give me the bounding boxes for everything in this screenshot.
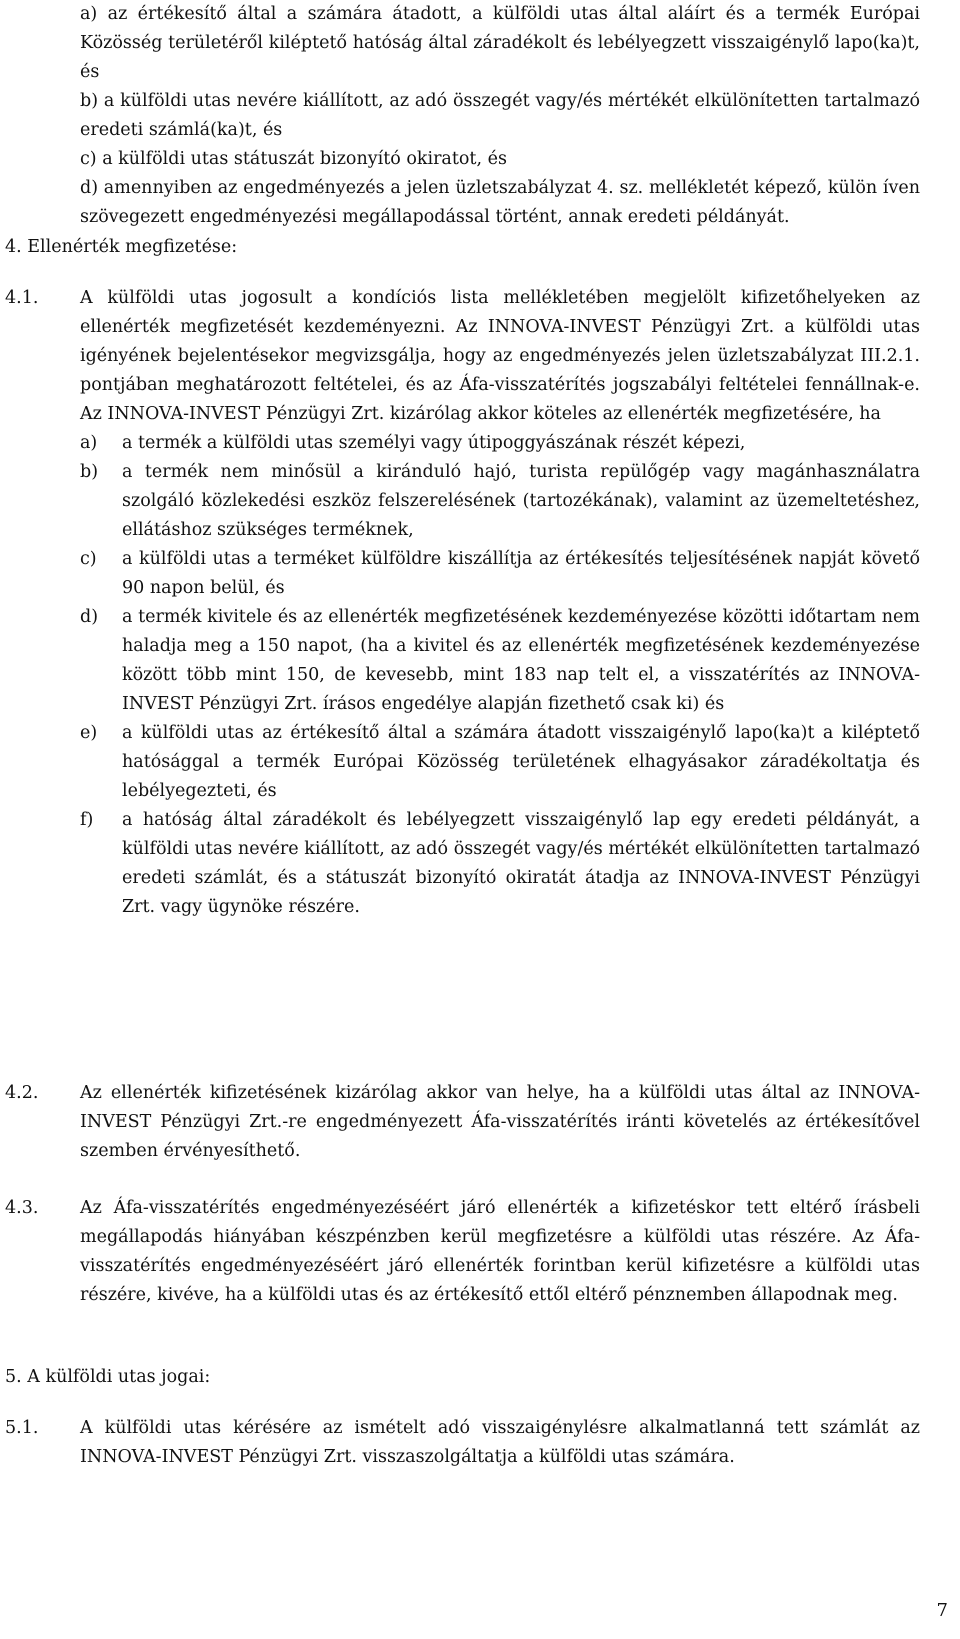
intro-item-d: d) amennyiben az engedményezés a jelen üzletszabályzat 4. sz. mellékletét képező, külön íven szövegezett engedményezési megállapodással történt, annak eredeti példányát. (80, 178, 920, 227)
section-5-heading: 5. A külföldi utas jogai: (5, 1367, 211, 1387)
intro-item-b: b) a külföldi utas nevére kiállított, az adó összegét vagy/és mértékét elkülönítetten tartalmazó eredeti számlá(ka)t, és (80, 91, 920, 140)
section-number: 4.2. (5, 1083, 39, 1103)
section-number: 4.3. (5, 1198, 39, 1218)
section-5-1-text: A külföldi utas kérésére az ismételt adó visszaigénylésre alkalmatlanná tett számlát az INNOVA-INVEST Pénzügyi Zrt. visszaszolgáltatja a külföldi utas számára. (80, 1418, 920, 1467)
page-number: 7 (936, 1600, 948, 1621)
intro-item-a: a) az értékesítő által a számára átadott, a külföldi utas által aláírt és a termék Európai Közösség területéről kiléptető hatóság által záradékolt és lebélyegzett visszaigénylő lapo(ka)t, és (80, 4, 920, 82)
section-number: 5.1. (5, 1418, 39, 1438)
conditions-list (80, 429, 920, 922)
section-4-2 (5, 1079, 920, 1166)
section-4-heading: 4. Ellenérték megfizetése: (5, 237, 238, 257)
condition-item: f) a hatóság által záradékolt és lebélyegzett visszaigénylő lap egy eredeti példányát, a külföldi utas nevére kiállított, az adó összegét vagy/és mértékét elkülönítetten tartalmazó eredeti számlát, és a státuszát bizonyító okiratát átadja az INNOVA-INVEST Pénzügyi Zrt. vagy ügynöke részére. (80, 810, 920, 917)
condition-item: c) a külföldi utas a terméket külföldre kiszállítja az értékesítés teljesítésének napját követő 90 napon belül, és (80, 549, 920, 598)
condition-item: e) a külföldi utas az értékesítő által a számára átadott visszaigénylő lapo(ka)t a kiléptető hatósággal a termék Európai Közösség területének elhagyásakor záradékoltatja és lebélyegezteti, és (80, 723, 920, 801)
condition-item: a) a termék a külföldi utas személyi vagy útipoggyászának részét képezi, (80, 433, 746, 453)
section-4-3 (5, 1194, 920, 1310)
section-4-3-text: Az Áfa-visszatérítés engedményezéséért járó ellenérték a kifizetéskor tett eltérő írásbeli megállapodás hiányában készpénzben kerül megfizetésre a külföldi utas részére. Az Áfa-visszatérítés engedményezéséért járó ellenérték forintban kerül kifizetésre a külföldi utas részére, kivéve, ha a külföldi utas és az értékesítő ettől eltérő pénznemben állapodnak meg. (80, 1198, 920, 1305)
section-4-2-text: Az ellenérték kifizetésének kizárólag akkor van helye, ha a külföldi utas által az INNOVA-INVEST Pénzügyi Zrt.-re engedményezett Áfa-visszatérítés iránti követelés az értékesítővel szemben érvényesíthető. (80, 1083, 920, 1161)
section-5-1 (5, 1414, 920, 1472)
condition-item: b) a termék nem minősül a kiránduló hajó, turista repülőgép vagy magánhasználatra szolgáló közlekedési eszköz felszerelésének (tartozékának), valamint az üzemeltetéshez, ellátáshoz szükséges terméknek, (80, 462, 920, 540)
condition-item: d) a termék kivitele és az ellenérték megfizetésének kezdeményezése közötti időtartam nem haladja meg a 150 napot, (ha a kivitel és az ellenérték megfizetésének kezdeményezése között több mint 150, de kevesebb, mint 183 nap telt el, a visszatérítés az INNOVA-INVEST Pénzügyi Zrt. írásos engedélye alapján fizethető csak ki) és (80, 607, 920, 714)
section-4-1-text: A külföldi utas jogosult a kondíciós lista mellékletében megjelölt kifizetőhelyeken az ellenérték megfizetését kezdeményezni. Az INNOVA-INVEST Pénzügyi Zrt. a külföldi utas igényének bejelentésekor megvizsgálja, hogy az engedményezés jelen üzletszabályzat III.2.1. pontjában meghatározott feltételei, és az Áfa-visszatérítés jogszabályi feltételei fennállnak-e. Az INNOVA-INVEST Pénzügyi Zrt. kizárólag akkor köteles az ellenérték megfizetésére, ha (80, 288, 920, 424)
intro-list (80, 0, 920, 232)
section-4-1 (5, 284, 920, 922)
section-number: 4.1. (5, 288, 39, 308)
intro-item-c: c) a külföldi utas státuszát bizonyító okiratot, és (80, 149, 507, 169)
